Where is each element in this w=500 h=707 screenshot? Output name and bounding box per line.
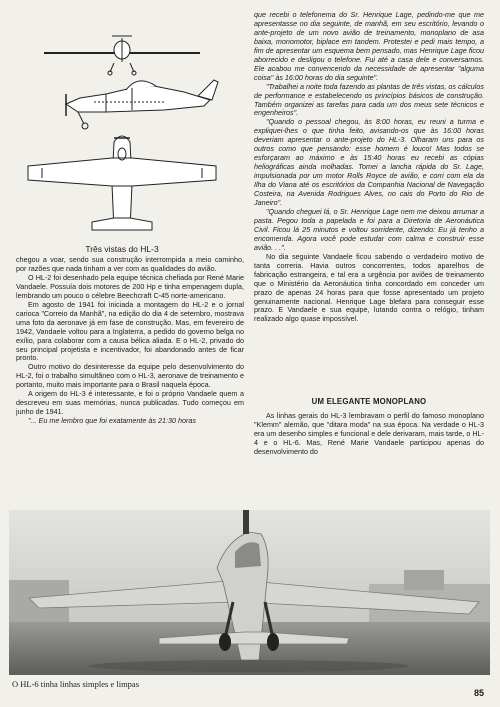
three-view-illustration	[14, 32, 230, 242]
paragraph: Outro motivo do desinteresse da equipe pelo desenvolvimento do HL-2, foi o trabalho simultâneo com o HL-3, aeronave de treinamento e portanto, muito mais importante para o Brasil naquela época.	[16, 362, 244, 390]
top-view	[28, 136, 216, 230]
hl6-photo-illustration	[9, 510, 490, 675]
left-column	[16, 256, 244, 426]
quote-paragraph: "Quando cheguei lá, o Sr. Henrique Lage nem me deixou arrumar a pasta. Pegou toda a papelada e foi para a Diretoria de Aeronáutica Civil. Ficou lá 25 minutos e voltou sorridente, dizendo: Eu já tenho a encomenda. Agora você pode estudar com calma e construir esse avião. . .".	[254, 206, 484, 252]
paragraph: As linhas gerais do HL-3 lembravam o perfil do famoso monoplano "Klemm" alemão, que "ditara moda" na sua época. Na verdade o HL-3 era um desenho simples e funcional e dele derivaram, mais tarde, o HL-4 e o HL-6. Mas, René Marie Vandaele participou apenas do desenvolvimento do	[254, 411, 484, 456]
quote-paragraph: "Quando o pessoal chegou, às 8:00 horas, eu reuni a turma e expliquei-lhes o que tinha feito, avisando-os que às 16:00 horas deveriam apresentar o ante-projeto do HL-3. Olharam uns para os outros como que pensando: esse homem é louco! Mas todos se esforçaram ao máximo e às 15:40 horas eu recebi as cópias heliográficas ainda molhadas. Tomei a lancha rápida do Sr. Lage, impulsionada por um motor Rolls Royce de avião, e corri com ela da Ilha do Viana até os escritórios da Companhia Nacional de Navegação Costeira, na Avenida Rodrigues Alves, no cais do Porto do Rio de Janeiro".	[254, 117, 484, 208]
three-view-drawing	[14, 32, 230, 254]
paragraph: A origem do HL-3 é interessante, e foi o próprio Vandaele quem a descreveu em suas memórias, nunca publicadas. Tudo começou em junho de 1941.	[16, 389, 244, 417]
quote-paragraph: "... Eu me lembro que foi exatamente às 21:30 horas	[28, 416, 196, 426]
figure-caption: Três vistas do HL-3	[85, 244, 159, 254]
paragraph: O HL-2 foi desenhado pela equipe técnica chefiada por René Marie Vandaele. Possuía dois motores de 200 Hp e tinha empenagem dupla, lembrando um pouco o célebre Beechcraft C-45 norte-americano.	[16, 272, 244, 300]
quote-paragraph: que recebi o telefonema do Sr. Henrique Lage, pedindo-me que me apresentasse no dia seguinte, de manhã, em seu escritório, levando o ante-projeto de um novo avião de treinamento, monoplano de asa baixa, monomotor, biplace em tandem. Protestei e pedi mais tempo, a fim de apresentar um esquema bem pensado, mas Henrique Lage ficou aborrecido e desligou o telefone. Fui até a casa dele e conversamos. Ele acabou me convencendo da necessidade de apresentar "alguma coisa" às 16:00 horas do dia seguinte".	[254, 10, 484, 82]
paragraph: Em agosto de 1941 foi iniciada a montagem do HL-2 e o jornal carioca "Correio da Manhã", na edição do dia 4 de setembro, mostrava uma foto da aeronave já em fase de construção. Mas, em fevereiro de 1942, Vandaele voltou para a Inglaterra, a pedido do governo belga no exílio, para colaborar com a causa bélica aliada. E o HL-2, privado do seu principal projetista e incentivador, foi abandonado antes de ficar pronto.	[16, 299, 244, 363]
front-view	[44, 36, 200, 75]
paragraph: No dia seguinte Vandaele ficou sabendo o verdadeiro motivo de tanta correria. Havia outros concorrentes, todos aparelhos de fabricação estrangeira, e tal era a urgência por aviões de treinamento que o Ministério da Aeronáutica tinha concordado em conceder um prazo de apenas 24 horas para que fosse apresentado um projeto genuinamente nacional. Henrique Lage blefara para conseguir esse prazo. E Vandaele e sua equipe, lutando contra o relógio, tinham realizado algo quase impossível.	[254, 251, 484, 324]
paragraph: chegou a voar, sendo sua construção interrompida a meio caminho, por razões que nada tinham a ver com as qualidades do avião.	[16, 255, 244, 273]
side-view	[66, 80, 218, 129]
photo-caption: O HL-6 tinha linhas simples e limpas	[12, 679, 140, 689]
quote-paragraph: "Trabalhei a noite toda fazendo as plantas de três vistas, os cálculos de performance e estabelecendo os princípios básicos de construção. Também organizei as tarefas para cada um dos meus sete técnicos e engenheiros".	[254, 81, 484, 118]
right-column	[254, 11, 484, 324]
aircraft-photo	[9, 510, 490, 675]
section-title: UM ELEGANTE MONOPLANO	[311, 397, 427, 406]
page-number: 85	[474, 688, 485, 698]
right-column-continued	[254, 412, 484, 457]
